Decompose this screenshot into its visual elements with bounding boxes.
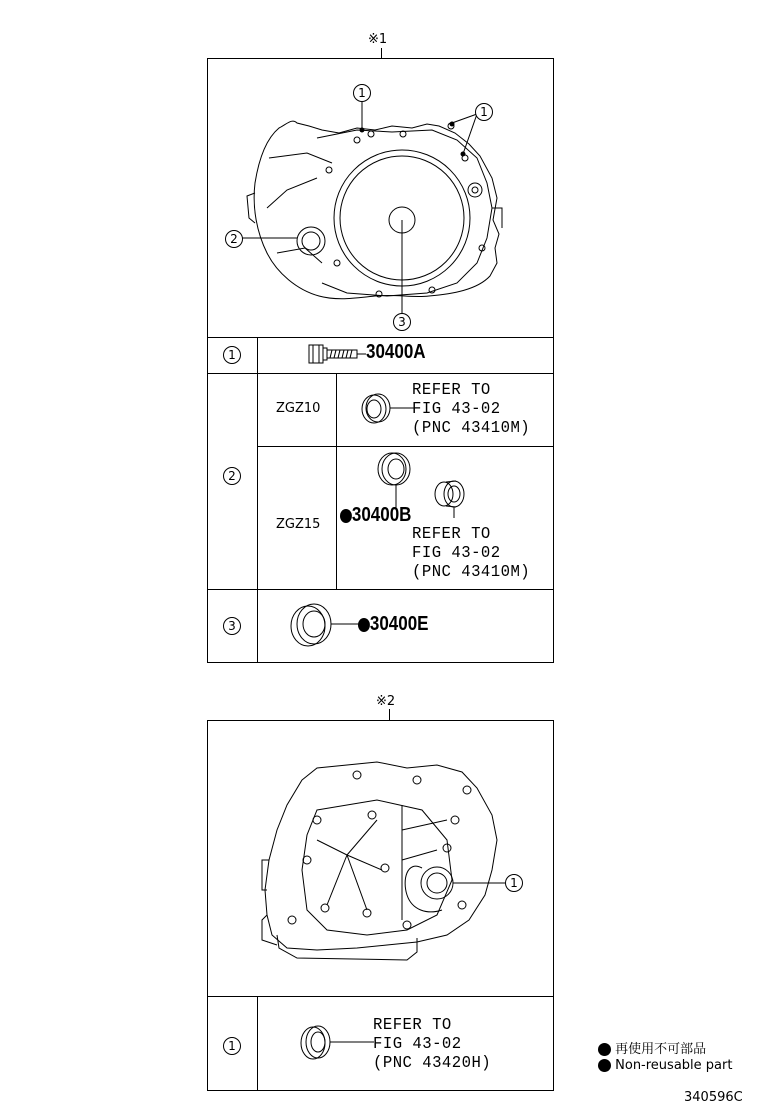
part-number-30400B-text: 30400B <box>351 504 412 526</box>
bolt-icon <box>308 343 368 365</box>
model-zgz15: ZGZ15 <box>276 517 321 532</box>
ref-line-1: REFER TO <box>412 525 491 544</box>
legend-en <box>598 1058 732 1073</box>
transaxle-housing-illustration <box>207 58 554 337</box>
illustration-id: 340596C <box>684 1090 743 1105</box>
callout-1-bottom: 1 <box>505 874 523 892</box>
non-reusable-dot-icon <box>340 509 352 523</box>
non-reusable-dot-icon <box>358 618 370 632</box>
part-number-30400E-text: 30400E <box>369 613 429 635</box>
callout-1-right: 1 <box>475 103 493 121</box>
ref-line-3: (PNC 43410M) <box>412 563 531 582</box>
bottom-table-divider <box>207 996 554 997</box>
ref-line-3: (PNC 43410M) <box>412 419 531 438</box>
ref-line-2: FIG 43-02 <box>373 1035 462 1054</box>
top-row1-divider <box>207 373 554 374</box>
bottom-index-column-line <box>257 996 258 1091</box>
callout-1-left: 1 <box>353 84 371 102</box>
part-number-30400B <box>340 504 411 527</box>
transaxle-case-illustration <box>207 720 554 996</box>
top-row2-divider <box>207 589 554 590</box>
top-section-mark: ※1 <box>368 32 388 47</box>
oil-seal-icon-zgz15 <box>374 451 416 511</box>
legend-jp <box>598 1038 706 1057</box>
top-index-column-line <box>257 337 258 663</box>
top-table-divider <box>207 337 554 338</box>
row1-index: 1 <box>223 346 241 364</box>
ref-line-3: (PNC 43420H) <box>373 1054 492 1073</box>
ref-line-2: FIG 43-02 <box>412 544 501 563</box>
top-row2-mid-divider <box>257 446 554 447</box>
ref-line-1: REFER TO <box>373 1016 452 1035</box>
legend-dot-icon <box>598 1043 611 1056</box>
ref-line-1: REFER TO <box>412 381 491 400</box>
refer-to-bottom <box>373 1016 491 1073</box>
legend-jp-text: 再使用不可部品 <box>615 1042 707 1057</box>
bottom-section-mark: ※2 <box>376 694 396 709</box>
top-model-column-line <box>336 373 337 589</box>
model-zgz10: ZGZ10 <box>276 401 321 416</box>
part-number-30400A: 30400A <box>366 341 426 363</box>
refer-to-zgz15 <box>412 525 530 582</box>
bottom-row1-index: 1 <box>223 1037 241 1055</box>
oil-seal-icon-row3 <box>288 601 364 649</box>
bushing-icon-zgz15 <box>432 478 468 518</box>
legend-en-text: Non-reusable part <box>615 1058 733 1073</box>
row3-index: 3 <box>223 617 241 635</box>
refer-to-zgz10 <box>412 381 530 438</box>
ref-line-2: FIG 43-02 <box>412 400 501 419</box>
part-number-30400E <box>358 613 429 636</box>
oil-seal-icon-bottom <box>298 1022 376 1062</box>
callout-2: 2 <box>225 230 243 248</box>
callout-3: 3 <box>393 313 411 331</box>
legend-dot-icon <box>598 1059 611 1072</box>
row2-index: 2 <box>223 467 241 485</box>
oil-seal-icon-zgz10 <box>358 393 416 425</box>
